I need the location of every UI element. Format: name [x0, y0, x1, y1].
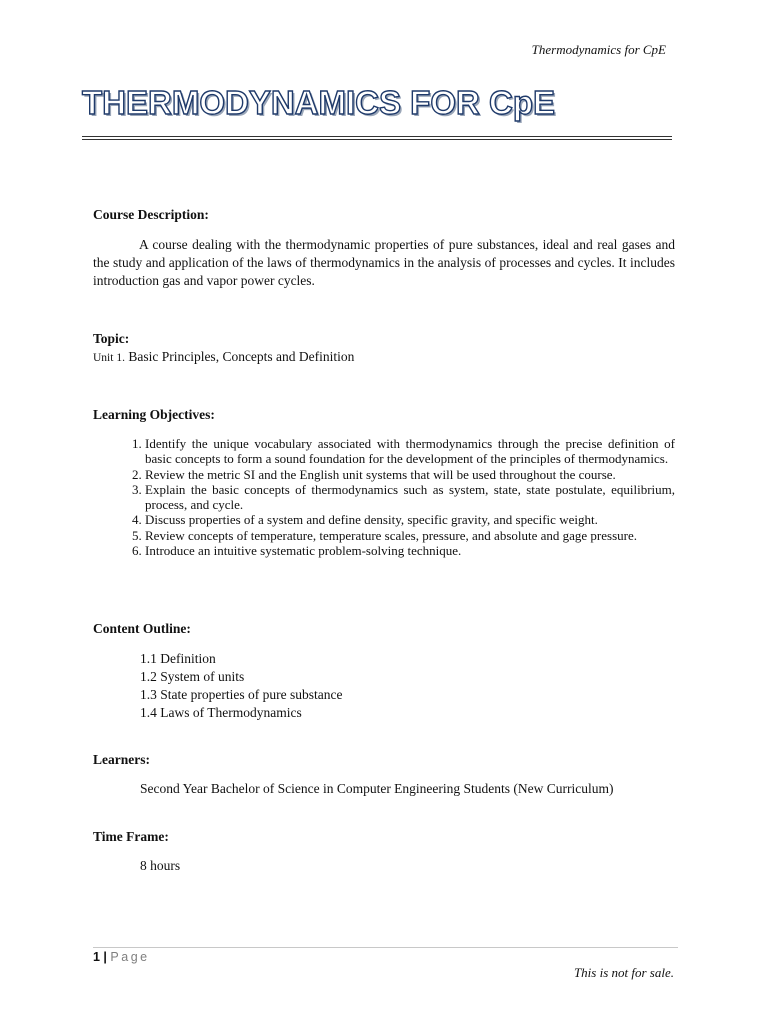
- document-title: THERMODYNAMICS FOR CpE: [82, 84, 555, 121]
- time-frame-text: 8 hours: [140, 858, 181, 873]
- objective-item: 6. Introduce an intuitive systematic problem-solving technique.: [145, 543, 675, 558]
- course-description-heading: Course Description:: [93, 207, 209, 222]
- page-word: Page: [110, 950, 150, 964]
- page-number: [93, 950, 150, 964]
- outline-item: 1.3 State properties of pure substance: [140, 687, 343, 702]
- learners-text: Second Year Bachelor of Science in Computer Engineering Students (New Curriculum): [140, 781, 614, 796]
- title-underline: [82, 136, 672, 137]
- running-header: Thermodynamics for CpE: [531, 42, 666, 57]
- title-underline-double: [82, 139, 672, 140]
- topic-heading: Topic:: [93, 331, 130, 346]
- page-separator: |: [99, 950, 111, 964]
- objective-item: 2. Review the metric SI and the English unit systems that will be used throughout the course.: [145, 467, 675, 482]
- footer-divider: [93, 947, 678, 948]
- outline-item: 1.4 Laws of Thermodynamics: [140, 705, 302, 720]
- learners-heading: Learners:: [93, 752, 150, 767]
- footer-note: This is not for sale.: [573, 965, 674, 980]
- content-outline-list: [140, 650, 342, 722]
- course-description-body: A course dealing with the thermodynamic properties of pure substances, ideal and real gases and the study and application of the laws of thermodynamics in the analysis of processes and cycles. It includes introduction gas and vapor power cycles.: [93, 237, 675, 288]
- objective-item: 3. Explain the basic concepts of thermodynamics such as system, state, state postulate, equilibrium, process, and cycle.: [145, 482, 675, 513]
- outline-item: 1.1 Definition: [140, 651, 216, 666]
- content-outline-heading: Content Outline:: [93, 621, 191, 636]
- learning-objectives-heading: Learning Objectives:: [93, 407, 215, 422]
- objective-item: 5. Review concepts of temperature, temperature scales, pressure, and absolute and gage pressure.: [145, 528, 675, 543]
- topic-line: [93, 349, 354, 365]
- objective-item: 4. Discuss properties of a system and define density, specific gravity, and specific weight.: [145, 512, 675, 527]
- unit-title: Basic Principles, Concepts and Definition: [124, 349, 355, 364]
- page-number-value: 1: [93, 950, 100, 964]
- unit-label: Unit 1.: [93, 352, 125, 364]
- objective-item: 1. Identify the unique vocabulary associated with thermodynamics through the precise definition of basic concepts to form a sound foundation for the development of the principles of thermodynamics.: [145, 436, 675, 467]
- course-description-text: [93, 236, 675, 290]
- outline-item: 1.2 System of units: [140, 669, 245, 684]
- learning-objectives-list: [93, 436, 675, 558]
- time-frame-heading: Time Frame:: [93, 829, 169, 844]
